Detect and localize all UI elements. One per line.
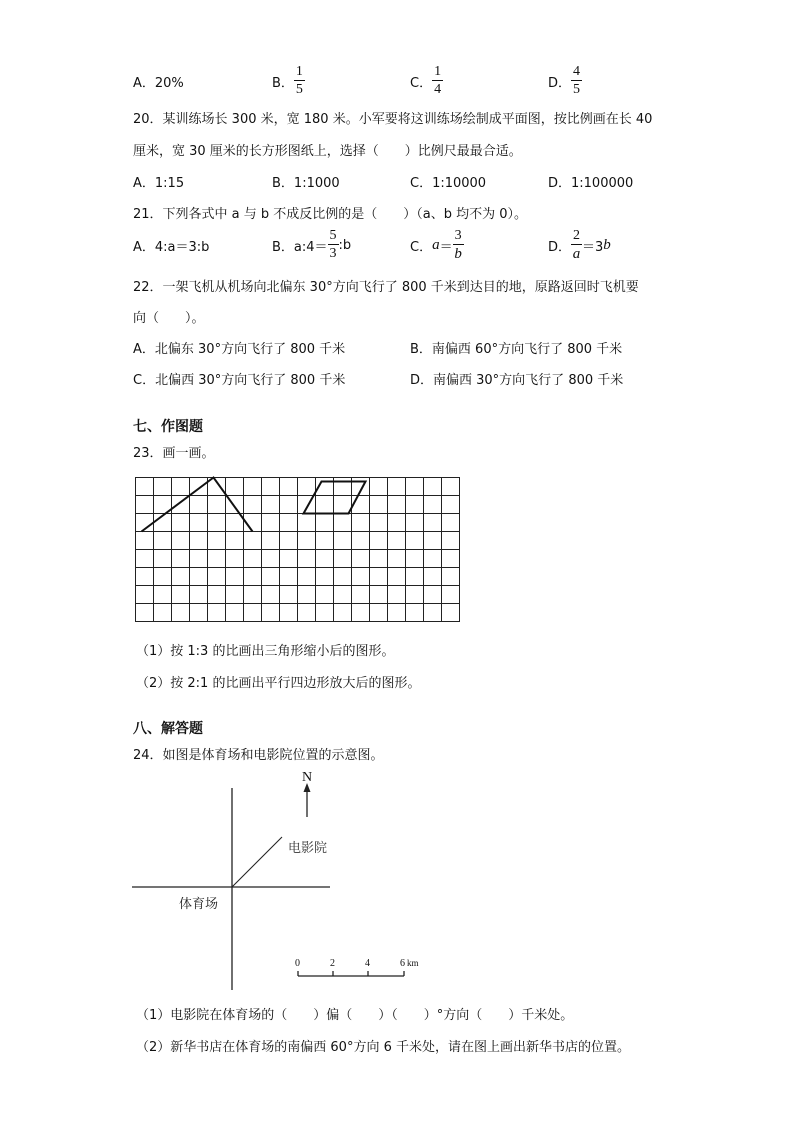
q21-option-b[interactable]: B．a:4＝ $\frac{5}{3}$ :b <box>272 228 352 261</box>
q22-stem-line2: 向（ ）。 <box>133 311 205 326</box>
fraction: $\frac{5}{3}$ <box>329 228 337 261</box>
q19-option-b[interactable]: B． $\frac{1}{5}$ <box>272 64 303 97</box>
q23-sub1: （1）按 1:3 的比画出三角形缩小后的图形。 <box>136 644 395 659</box>
q24-sub1: （1）电影院在体育场的（ ）偏（ ）（ ）°方向（ ）千米处。 <box>136 1008 574 1023</box>
fraction: $\frac{3}{b}$ <box>454 227 462 262</box>
q24-sub2: （2）新华书店在体育场的南偏西 60°方向 6 千米处，请在图上画出新华书店的位置。 <box>136 1040 630 1055</box>
stadium-label: 体育场 <box>179 897 219 912</box>
scale-tick-6: 6 <box>400 958 405 969</box>
q20-stem-line1: 20．某训练场长 300 米，宽 180 米。小军要将这训练场绘制成平面图，按比例画在长 40 <box>133 112 653 127</box>
triangle-shape <box>142 478 253 532</box>
scale-tick-2: 2 <box>330 958 335 969</box>
q19-option-a[interactable]: A．20% <box>133 75 184 91</box>
scale-tick-0: 0 <box>295 958 300 969</box>
scale-tick-4: 4 <box>365 958 370 969</box>
cinema-label: 电影院 <box>288 841 328 856</box>
q20-stem-line2: 厘米，宽 30 厘米的长方形图纸上，选择（ ）比例尺最最合适。 <box>133 144 522 159</box>
scale-bar <box>295 958 419 976</box>
q22-option-d[interactable]: D．南偏西 30°方向飞行了 800 千米 <box>410 373 624 388</box>
cinema-direction-line <box>232 837 282 887</box>
q20-option-a[interactable]: A．1:15 <box>133 176 185 191</box>
q22-option-c[interactable]: C．北偏西 30°方向飞行了 800 千米 <box>133 373 346 388</box>
q20-option-d[interactable]: D．1:100000 <box>548 176 634 191</box>
q22-option-b[interactable]: B．南偏西 60°方向飞行了 800 千米 <box>410 342 623 357</box>
q19-option-d[interactable]: D． $\frac{4}{5}$ <box>548 64 581 97</box>
q21-option-c[interactable]: C． a ＝ $\frac{3}{b}$ <box>410 227 462 262</box>
q21-option-d[interactable]: D． $\frac{2}{a}$ ＝3 b <box>548 227 611 262</box>
parallelogram-shape <box>304 482 366 514</box>
q23-stem: 23．画一画。 <box>133 446 215 461</box>
drawing-grid[interactable] <box>134 476 462 624</box>
north-label: N <box>302 770 313 785</box>
q23-sub2: （2）按 2:1 的比画出平行四边形放大后的图形。 <box>136 676 421 691</box>
q22-option-a[interactable]: A．北偏东 30°方向飞行了 800 千米 <box>133 342 346 357</box>
q19-option-c[interactable]: C． $\frac{1}{4}$ <box>410 64 442 97</box>
fraction: $\frac{4}{5}$ <box>573 64 581 97</box>
q22-stem-line1: 22．一架飞机从机场向北偏东 30°方向飞行了 800 千米到达目的地，原路返回时飞机要 <box>133 280 639 295</box>
q20-option-b[interactable]: B．1:1000 <box>272 176 340 191</box>
fraction: $\frac{1}{5}$ <box>295 64 303 97</box>
fraction: $\frac{1}{4}$ <box>434 64 442 97</box>
section-title-drawing: 七、作图题 <box>133 419 203 435</box>
q24-stem: 24．如图是体育场和电影院位置的示意图。 <box>133 748 384 763</box>
section-title-solution: 八、解答题 <box>133 721 203 737</box>
location-map[interactable] <box>130 768 430 993</box>
q21-stem: 21．下列各式中 a 与 b 不成反比例的是（ ）（a、b 均不为 0）。 <box>133 207 528 222</box>
scale-unit: km <box>407 958 419 968</box>
q21-option-a[interactable]: A．4:a＝3:b <box>133 239 210 255</box>
fraction: $\frac{2}{a}$ <box>572 227 581 262</box>
q20-option-c[interactable]: C．1:10000 <box>410 176 487 191</box>
